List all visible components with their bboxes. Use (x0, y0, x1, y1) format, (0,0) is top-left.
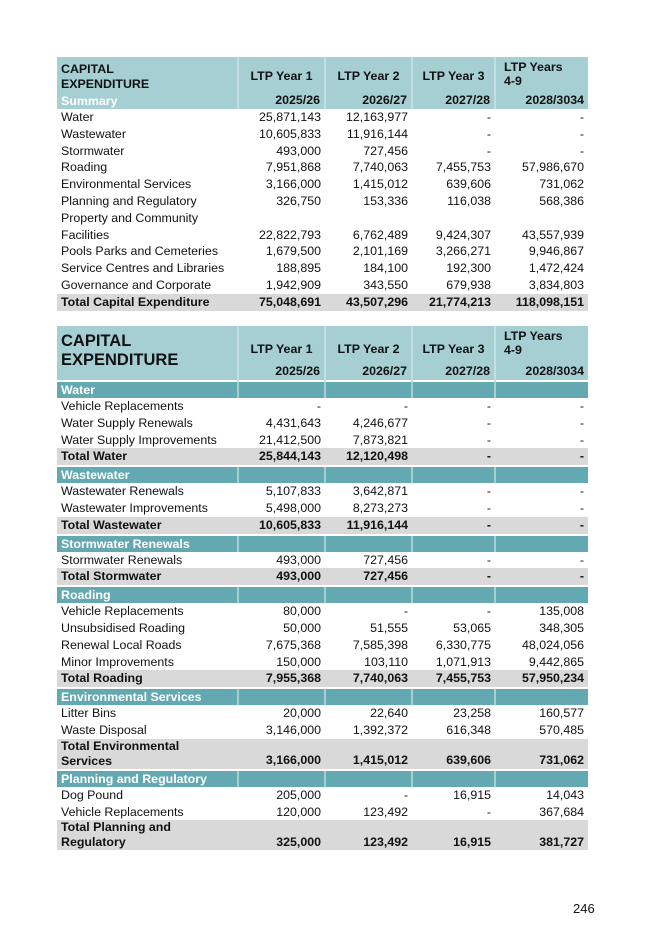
row-value: 116,038 (412, 193, 495, 210)
column-header-wrap (496, 326, 588, 380)
row-value: 493,000 (238, 568, 325, 586)
row-label-line: Facilities (61, 227, 110, 242)
table-row (57, 210, 588, 244)
column-header-wrap (496, 57, 588, 109)
row-value: 679,938 (412, 277, 495, 294)
row-value: - (412, 432, 495, 449)
row-label: Governance and Corporate (57, 277, 238, 294)
table-row (57, 260, 588, 277)
row-label: Renewal Local Roads (57, 637, 238, 654)
row-value: 727,456 (325, 143, 412, 160)
section-spacer-cell (495, 381, 588, 398)
row-value: 9,946,867 (495, 243, 588, 260)
row-value: - (325, 603, 412, 620)
row-value: 1,679,500 (238, 243, 325, 260)
column-label (326, 57, 411, 83)
row-label: Roading (57, 159, 238, 176)
table-row (57, 243, 588, 260)
column-header (495, 57, 588, 109)
row-value: 3,642,871 (325, 483, 412, 500)
total-row (57, 739, 588, 770)
row-value: 22,822,793 (238, 210, 325, 244)
row-value: 5,107,833 (238, 483, 325, 500)
row-value: 23,258 (412, 705, 495, 722)
row-value: 7,675,368 (238, 637, 325, 654)
table-row (57, 637, 588, 654)
table-title-line: EXPENDITURE (61, 351, 179, 369)
row-value: 118,098,151 (495, 294, 588, 311)
row-label-line: Total Planning and (61, 820, 171, 835)
row-label (57, 739, 238, 770)
row-value: 568,386 (495, 193, 588, 210)
row-value: 135,008 (495, 603, 588, 620)
section-title: Environmental Services (57, 688, 238, 705)
table-row (57, 109, 588, 126)
section-spacer-cell (325, 466, 412, 483)
column-year: 2028/3034 (525, 364, 584, 378)
table-row (57, 277, 588, 294)
row-label: Dog Pound (57, 787, 238, 804)
column-header (325, 57, 412, 109)
row-label: Water Supply Renewals (57, 415, 238, 432)
row-value: - (412, 448, 495, 466)
table-row (57, 603, 588, 620)
capital-expenditure-detail-table (57, 326, 588, 850)
row-label-line: Total Environmental (61, 738, 180, 753)
row-value: 25,871,143 (238, 109, 325, 126)
row-label: Total Water (57, 448, 238, 466)
section-spacer-cell (238, 381, 325, 398)
table-row (57, 432, 588, 449)
row-value: - (495, 568, 588, 586)
section-header-row (57, 688, 588, 705)
row-value: 1,942,909 (238, 277, 325, 294)
column-year: 2026/27 (362, 364, 407, 378)
row-label: Water Supply Improvements (57, 432, 238, 449)
table-header-row (57, 326, 588, 381)
section-spacer-cell (495, 466, 588, 483)
row-value: 75,048,691 (238, 294, 325, 311)
column-label (239, 57, 324, 83)
section-header-row (57, 586, 588, 603)
row-value: 150,000 (238, 654, 325, 671)
table-row (57, 552, 588, 569)
column-label-line: LTP Year 2 (337, 342, 400, 356)
table-row (57, 126, 588, 143)
column-header (238, 57, 325, 109)
column-year: 2026/27 (362, 93, 407, 107)
row-label: Wastewater Improvements (57, 500, 238, 517)
section-spacer-cell (495, 586, 588, 603)
table-row (57, 500, 588, 517)
row-value: 43,557,939 (495, 210, 588, 244)
total-row (57, 670, 588, 688)
column-label-line: LTP Year 2 (337, 69, 400, 83)
section-spacer-cell (325, 586, 412, 603)
row-value: 123,492 (325, 820, 412, 850)
row-value: 160,577 (495, 705, 588, 722)
row-value: - (495, 448, 588, 466)
row-value: - (412, 126, 495, 143)
row-label: Total Capital Expenditure (57, 294, 238, 311)
row-value: 616,348 (412, 722, 495, 739)
row-value: - (495, 126, 588, 143)
section-title: Water (57, 381, 238, 398)
row-value: 727,456 (325, 552, 412, 569)
row-value: 20,000 (238, 705, 325, 722)
row-label: Stormwater (57, 143, 238, 160)
row-value: 120,000 (238, 804, 325, 821)
row-value: 639,606 (412, 176, 495, 193)
column-year: 2025/26 (275, 364, 320, 378)
row-value: 348,305 (495, 620, 588, 637)
row-label: Planning and Regulatory (57, 193, 238, 210)
row-label: Waste Disposal (57, 722, 238, 739)
row-value: 731,062 (495, 176, 588, 193)
row-value: 3,166,000 (238, 739, 325, 770)
row-label (57, 210, 238, 244)
row-value: - (412, 517, 495, 535)
total-row (57, 294, 588, 311)
row-value: 367,684 (495, 804, 588, 821)
row-value: - (495, 109, 588, 126)
column-header-wrap (326, 57, 411, 109)
table-row (57, 483, 588, 500)
row-value: - (412, 415, 495, 432)
row-value: 5,498,000 (238, 500, 325, 517)
column-header-wrap (413, 326, 494, 380)
table-row (57, 654, 588, 671)
column-header-wrap (239, 57, 324, 109)
column-label-line: LTP Years (504, 329, 563, 343)
table-title-line: CAPITAL (61, 332, 132, 350)
row-value: 14,043 (495, 787, 588, 804)
row-value: 205,000 (238, 787, 325, 804)
column-label (413, 326, 494, 356)
section-spacer-cell (325, 381, 412, 398)
row-label: Pools Parks and Cemeteries (57, 243, 238, 260)
row-value: 192,300 (412, 260, 495, 277)
row-value: 3,166,000 (238, 176, 325, 193)
section-title: Planning and Regulatory (57, 770, 238, 787)
row-value: - (495, 432, 588, 449)
row-value: - (412, 109, 495, 126)
table-row (57, 415, 588, 432)
row-value: - (412, 552, 495, 569)
column-label-line: LTP Year 3 (422, 69, 485, 83)
row-value: 1,415,012 (325, 176, 412, 193)
section-spacer-cell (412, 586, 495, 603)
section-title: Wastewater (57, 466, 238, 483)
section-header-row (57, 535, 588, 552)
row-value: 326,750 (238, 193, 325, 210)
row-value: 153,336 (325, 193, 412, 210)
row-value: - (495, 552, 588, 569)
section-header-row (57, 466, 588, 483)
row-value: 16,915 (412, 820, 495, 850)
row-label: Minor Improvements (57, 654, 238, 671)
column-label-line: LTP Year 1 (250, 342, 313, 356)
row-label (57, 820, 238, 850)
row-value: - (238, 398, 325, 415)
column-year: 2027/28 (445, 364, 490, 378)
row-label-line: Services (61, 753, 112, 768)
row-value: - (495, 143, 588, 160)
row-value: 12,120,498 (325, 448, 412, 466)
row-label: Wastewater (57, 126, 238, 143)
section-header-row (57, 770, 588, 787)
row-value: 1,392,372 (325, 722, 412, 739)
row-value: - (495, 398, 588, 415)
section-spacer-cell (495, 688, 588, 705)
row-value: 7,585,398 (325, 637, 412, 654)
row-value: 57,950,234 (495, 670, 588, 688)
row-value: 184,100 (325, 260, 412, 277)
section-spacer-cell (412, 466, 495, 483)
row-value: - (412, 603, 495, 620)
column-header (412, 326, 495, 381)
row-value: 1,472,424 (495, 260, 588, 277)
section-spacer-cell (238, 770, 325, 787)
row-value: 11,916,144 (325, 126, 412, 143)
row-value: 6,330,775 (412, 637, 495, 654)
section-spacer-cell (238, 535, 325, 552)
column-header (495, 326, 588, 381)
row-value: - (495, 517, 588, 535)
row-label: Water (57, 109, 238, 126)
row-value: 493,000 (238, 552, 325, 569)
table-row (57, 722, 588, 739)
row-value: 10,605,833 (238, 126, 325, 143)
table-subtitle: Summary (61, 94, 118, 108)
capital-expenditure-summary-table (57, 57, 588, 311)
row-value: 80,000 (238, 603, 325, 620)
table-row (57, 804, 588, 821)
section-spacer-cell (325, 688, 412, 705)
column-header (238, 326, 325, 381)
section-spacer-cell (495, 770, 588, 787)
row-value: - (325, 787, 412, 804)
row-label: Wastewater Renewals (57, 483, 238, 500)
row-label: Stormwater Renewals (57, 552, 238, 569)
row-value: 53,065 (412, 620, 495, 637)
table-title-line: EXPENDITURE (61, 77, 150, 91)
row-value: 325,000 (238, 820, 325, 850)
row-value: 7,951,868 (238, 159, 325, 176)
row-value: 381,727 (495, 820, 588, 850)
row-value: - (495, 415, 588, 432)
row-value: 1,071,913 (412, 654, 495, 671)
section-header-row (57, 381, 588, 398)
row-label-line: Regulatory (61, 835, 126, 850)
row-value: 57,986,670 (495, 159, 588, 176)
row-value: 570,485 (495, 722, 588, 739)
table-row (57, 159, 588, 176)
row-label: Vehicle Replacements (57, 804, 238, 821)
row-value: 48,024,056 (495, 637, 588, 654)
column-year: 2027/28 (445, 93, 490, 107)
row-value: 7,740,063 (325, 159, 412, 176)
row-value: - (412, 483, 495, 500)
total-row (57, 517, 588, 535)
total-row (57, 568, 588, 586)
row-value: 3,266,271 (412, 243, 495, 260)
row-value: 7,873,821 (325, 432, 412, 449)
column-label-line: 4-9 (504, 74, 522, 88)
row-label: Total Wastewater (57, 517, 238, 535)
section-spacer-cell (238, 466, 325, 483)
table-row (57, 193, 588, 210)
section-spacer-cell (412, 688, 495, 705)
total-row (57, 448, 588, 466)
table-row (57, 176, 588, 193)
column-header-wrap (326, 326, 411, 380)
row-value: 3,146,000 (238, 722, 325, 739)
row-label: Environmental Services (57, 176, 238, 193)
row-value: 4,246,677 (325, 415, 412, 432)
column-header-wrap (413, 57, 494, 109)
table-row (57, 398, 588, 415)
section-spacer-cell (238, 586, 325, 603)
row-value: 7,955,368 (238, 670, 325, 688)
row-value: 51,555 (325, 620, 412, 637)
row-label: Litter Bins (57, 705, 238, 722)
row-value: - (495, 483, 588, 500)
row-label: Total Roading (57, 670, 238, 688)
row-value: 43,507,296 (325, 294, 412, 311)
column-label (413, 57, 494, 83)
column-label (326, 326, 411, 356)
row-value: 731,062 (495, 739, 588, 770)
row-label-line: Property and Community (61, 210, 199, 225)
row-label: Vehicle Replacements (57, 398, 238, 415)
row-value: 639,606 (412, 739, 495, 770)
row-value: - (412, 568, 495, 586)
row-value: 3,834,803 (495, 277, 588, 294)
row-value: 123,492 (325, 804, 412, 821)
row-label: Total Stormwater (57, 568, 238, 586)
row-value: - (412, 500, 495, 517)
row-value: - (495, 500, 588, 517)
row-value: - (412, 804, 495, 821)
table-title (57, 57, 238, 109)
section-spacer-cell (495, 535, 588, 552)
row-value: 11,916,144 (325, 517, 412, 535)
column-label-line: 4-9 (504, 343, 522, 357)
column-label-line: LTP Year 1 (250, 69, 313, 83)
row-value: 8,273,273 (325, 500, 412, 517)
section-spacer-cell (325, 535, 412, 552)
row-value: 21,774,213 (412, 294, 495, 311)
row-value: 10,605,833 (238, 517, 325, 535)
row-value: 9,442,865 (495, 654, 588, 671)
row-value: 25,844,143 (238, 448, 325, 466)
section-spacer-cell (412, 770, 495, 787)
section-title: Roading (57, 586, 238, 603)
table-header-row (57, 57, 588, 109)
total-row (57, 820, 588, 850)
row-value: 103,110 (325, 654, 412, 671)
row-label: Unsubsidised Roading (57, 620, 238, 637)
column-header (325, 326, 412, 381)
row-value: 727,456 (325, 568, 412, 586)
table-title (57, 326, 238, 381)
row-value: 188,895 (238, 260, 325, 277)
row-value: 9,424,307 (412, 210, 495, 244)
column-header-wrap (239, 326, 324, 380)
table-row (57, 787, 588, 804)
row-value: 7,455,753 (412, 159, 495, 176)
table-row (57, 620, 588, 637)
column-label (496, 57, 588, 88)
row-value: - (412, 398, 495, 415)
table-title-line: CAPITAL (61, 62, 114, 76)
row-value: 1,415,012 (325, 739, 412, 770)
row-value: 16,915 (412, 787, 495, 804)
section-spacer-cell (412, 535, 495, 552)
row-value: 21,412,500 (238, 432, 325, 449)
row-value: - (412, 143, 495, 160)
page-number: 246 (573, 901, 595, 916)
column-header (412, 57, 495, 109)
section-spacer-cell (325, 770, 412, 787)
column-label (496, 326, 588, 357)
row-value: 6,762,489 (325, 210, 412, 244)
row-value: - (325, 398, 412, 415)
row-value: 7,740,063 (325, 670, 412, 688)
row-value: 493,000 (238, 143, 325, 160)
row-value: 7,455,753 (412, 670, 495, 688)
row-value: 22,640 (325, 705, 412, 722)
column-year: 2028/3034 (525, 93, 584, 107)
column-label-line: LTP Year 3 (422, 342, 485, 356)
column-year: 2025/26 (275, 93, 320, 107)
section-spacer-cell (412, 381, 495, 398)
column-label-line: LTP Years (504, 60, 563, 74)
section-title: Stormwater Renewals (57, 535, 238, 552)
row-value: 343,550 (325, 277, 412, 294)
section-spacer-cell (238, 688, 325, 705)
row-label: Vehicle Replacements (57, 603, 238, 620)
row-value: 2,101,169 (325, 243, 412, 260)
column-label (239, 326, 324, 356)
row-value: 4,431,643 (238, 415, 325, 432)
table-row (57, 143, 588, 160)
row-value: 50,000 (238, 620, 325, 637)
row-value: 12,163,977 (325, 109, 412, 126)
table-row (57, 705, 588, 722)
row-label: Service Centres and Libraries (57, 260, 238, 277)
